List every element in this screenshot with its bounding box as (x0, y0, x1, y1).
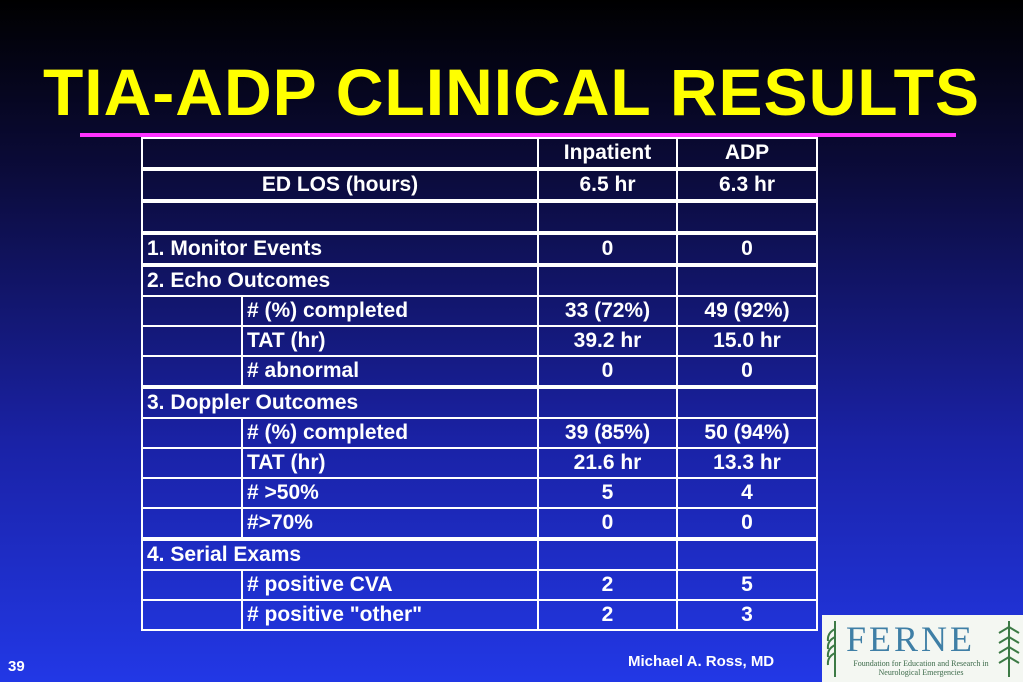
indent-cell (142, 356, 242, 387)
cell-adp: 0 (677, 233, 817, 265)
indent-cell (142, 478, 242, 508)
fern-icon (996, 619, 1022, 679)
sub-label: # abnormal (242, 356, 538, 387)
table-row (142, 418, 817, 448)
cell-adp (677, 539, 817, 570)
cell-inpatient: 39 (85%) (538, 418, 677, 448)
table-row (142, 265, 817, 296)
cell-adp: 5 (677, 570, 817, 600)
cell-adp: 0 (677, 508, 817, 539)
leaf-icon (824, 619, 846, 679)
table-row (142, 570, 817, 600)
cell-inpatient (538, 201, 677, 233)
cell-inpatient (538, 387, 677, 418)
table-row (142, 296, 817, 326)
results-table (141, 137, 818, 631)
sub-label: # positive "other" (242, 600, 538, 630)
table-row (142, 448, 817, 478)
sub-label: # positive CVA (242, 570, 538, 600)
cell-inpatient: 0 (538, 233, 677, 265)
cell-adp: 49 (92%) (677, 296, 817, 326)
cell-inpatient: 6.5 hr (538, 169, 677, 201)
cell-inpatient (538, 265, 677, 296)
cell-inpatient: 2 (538, 600, 677, 630)
sub-label: # >50% (242, 478, 538, 508)
cell-adp: 4 (677, 478, 817, 508)
indent-cell (142, 418, 242, 448)
header-cell-blank (142, 138, 538, 169)
header-cell-adp: ADP (677, 138, 817, 169)
cell-adp: 3 (677, 600, 817, 630)
table-row (142, 169, 817, 201)
table-row (142, 201, 817, 233)
cell-inpatient: 2 (538, 570, 677, 600)
page-number: 39 (8, 658, 25, 675)
logo-tagline: Foundation for Education and Research in Neurological Emergencies (853, 659, 989, 677)
indent-cell (142, 296, 242, 326)
cell-inpatient: 21.6 hr (538, 448, 677, 478)
table-row (142, 233, 817, 265)
cell-adp: 50 (94%) (677, 418, 817, 448)
slide-title: TIA-ADP CLINICAL RESULTS (42, 55, 980, 129)
cell-inpatient: 33 (72%) (538, 296, 677, 326)
indent-cell (142, 508, 242, 539)
cell-adp (677, 265, 817, 296)
sub-label: TAT (hr) (242, 326, 538, 356)
cell-inpatient: 0 (538, 356, 677, 387)
sub-label: TAT (hr) (242, 448, 538, 478)
section-label: 3. Doppler Outcomes (142, 387, 538, 418)
cell-adp: 6.3 hr (677, 169, 817, 201)
sub-label: # (%) completed (242, 418, 538, 448)
cell-inpatient: 39.2 hr (538, 326, 677, 356)
table-row (142, 326, 817, 356)
header-cell-inpatient: Inpatient (538, 138, 677, 169)
cell-adp: 0 (677, 356, 817, 387)
indent-cell (142, 326, 242, 356)
author-credit: Michael A. Ross, MD (628, 653, 775, 670)
table-row (142, 508, 817, 539)
indent-cell (142, 570, 242, 600)
section-label: 2. Echo Outcomes (142, 265, 538, 296)
cell-adp: 15.0 hr (677, 326, 817, 356)
cell-inpatient: 5 (538, 478, 677, 508)
indent-cell (142, 448, 242, 478)
table-row (142, 387, 817, 418)
cell-inpatient: 0 (538, 508, 677, 539)
table-row (142, 539, 817, 570)
row-label (142, 201, 538, 233)
section-label: 4. Serial Exams (142, 539, 538, 570)
table-row (142, 600, 817, 630)
sub-label: #>70% (242, 508, 538, 539)
logo-wordmark: FERNE (846, 619, 976, 659)
row-label: ED LOS (hours) (142, 169, 538, 201)
row-label: 1. Monitor Events (142, 233, 538, 265)
table-row (142, 478, 817, 508)
indent-cell (142, 600, 242, 630)
cell-adp (677, 387, 817, 418)
table-row (142, 356, 817, 387)
header-row (142, 138, 817, 169)
ferne-logo (822, 615, 1023, 682)
cell-adp: 13.3 hr (677, 448, 817, 478)
cell-adp (677, 201, 817, 233)
cell-inpatient (538, 539, 677, 570)
sub-label: # (%) completed (242, 296, 538, 326)
